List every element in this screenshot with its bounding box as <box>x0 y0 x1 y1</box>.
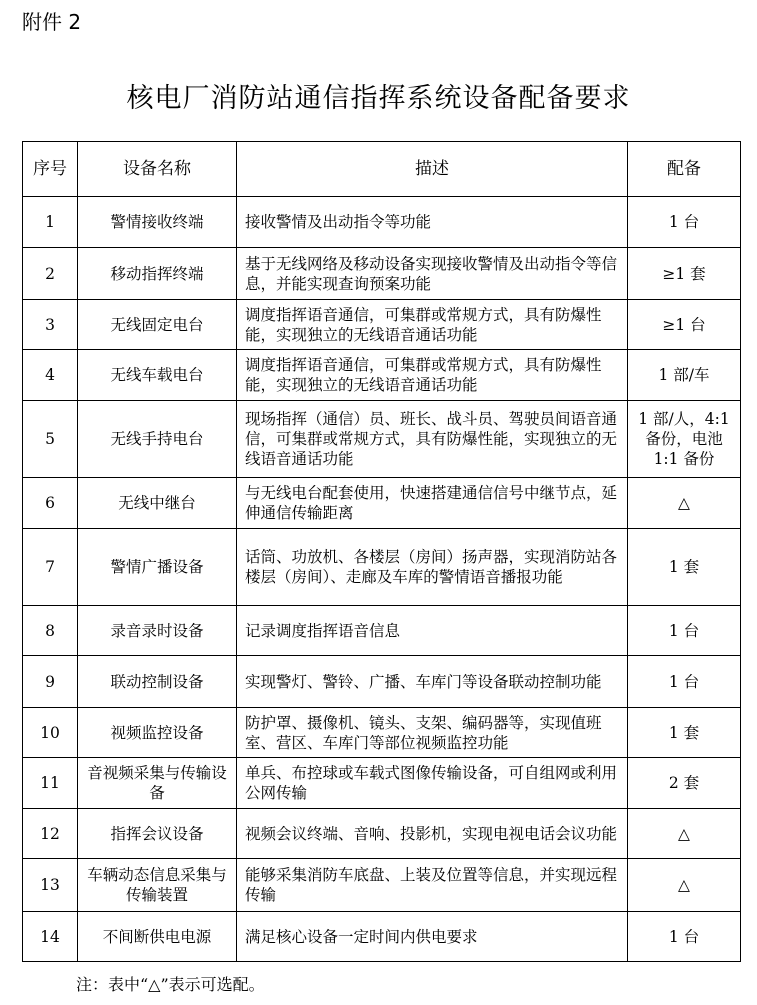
cell-name: 音视频采集与传输设备 <box>78 758 237 809</box>
cell-qty: ≥1 套 <box>628 248 741 300</box>
cell-name: 车辆动态信息采集与传输装置 <box>78 859 237 912</box>
cell-qty: ≥1 台 <box>628 300 741 350</box>
cell-name: 视频监控设备 <box>78 708 237 758</box>
table-row <box>23 708 741 758</box>
table-row <box>23 656 741 708</box>
table-row <box>23 478 741 529</box>
cell-no: 7 <box>23 529 78 606</box>
cell-desc: 现场指挥（通信）员、班长、战斗员、驾驶员间语音通信，可集群或常规方式，具有防爆性能，实现独立的无线语音通话功能 <box>237 401 628 478</box>
cell-name: 移动指挥终端 <box>78 248 237 300</box>
cell-no: 14 <box>23 912 78 962</box>
cell-name: 无线固定电台 <box>78 300 237 350</box>
cell-desc: 基于无线网络及移动设备实现接收警情及出动指令等信息，并能实现查询预案功能 <box>237 248 628 300</box>
cell-qty: 1 部/车 <box>628 350 741 401</box>
table-row <box>23 529 741 606</box>
cell-qty: △ <box>628 859 741 912</box>
cell-no: 1 <box>23 197 78 248</box>
cell-no: 8 <box>23 606 78 656</box>
cell-desc: 满足核心设备一定时间内供电要求 <box>237 912 628 962</box>
attachment-label: 附件 2 <box>22 10 82 34</box>
cell-name: 无线车载电台 <box>78 350 237 401</box>
cell-name: 联动控制设备 <box>78 656 237 708</box>
cell-desc: 与无线电台配套使用，快速搭建通信信号中继节点，延伸通信传输距离 <box>237 478 628 529</box>
cell-no: 5 <box>23 401 78 478</box>
cell-qty: 1 套 <box>628 708 741 758</box>
cell-qty: 1 部/人，4:1 备份，电池 1:1 备份 <box>628 401 741 478</box>
cell-desc: 视频会议终端、音响、投影机，实现电视电话会议功能 <box>237 809 628 859</box>
cell-desc: 实现警灯、警铃、广播、车库门等设备联动控制功能 <box>237 656 628 708</box>
cell-no: 2 <box>23 248 78 300</box>
cell-no: 3 <box>23 300 78 350</box>
cell-no: 13 <box>23 859 78 912</box>
header-qty: 配备 <box>628 142 741 197</box>
cell-desc: 调度指挥语音通信，可集群或常规方式，具有防爆性能，实现独立的无线语音通话功能 <box>237 300 628 350</box>
header-no: 序号 <box>23 142 78 197</box>
cell-qty: 2 套 <box>628 758 741 809</box>
cell-no: 12 <box>23 809 78 859</box>
cell-qty: 1 台 <box>628 606 741 656</box>
cell-no: 9 <box>23 656 78 708</box>
cell-qty: △ <box>628 478 741 529</box>
cell-desc: 记录调度指挥语音信息 <box>237 606 628 656</box>
cell-desc: 调度指挥语音通信，可集群或常规方式，具有防爆性能，实现独立的无线语音通话功能 <box>237 350 628 401</box>
cell-no: 4 <box>23 350 78 401</box>
cell-qty: 1 台 <box>628 197 741 248</box>
table-row <box>23 197 741 248</box>
cell-name: 无线手持电台 <box>78 401 237 478</box>
table-row <box>23 248 741 300</box>
cell-desc: 防护罩、摄像机、镜头、支架、编码器等，实现值班室、营区、车库门等部位视频监控功能 <box>237 708 628 758</box>
cell-name: 指挥会议设备 <box>78 809 237 859</box>
table-row <box>23 809 741 859</box>
table-row <box>23 859 741 912</box>
table-row <box>23 606 741 656</box>
cell-desc: 话筒、功放机、各楼层（房间）扬声器，实现消防站各楼层（房间）、走廊及车库的警情语音播报功能 <box>237 529 628 606</box>
cell-desc: 单兵、布控球或车载式图像传输设备，可自组网或利用公网传输 <box>237 758 628 809</box>
cell-qty: 1 台 <box>628 912 741 962</box>
cell-qty: △ <box>628 809 741 859</box>
cell-desc: 能够采集消防车底盘、上装及位置等信息，并实现远程传输 <box>237 859 628 912</box>
table-row <box>23 912 741 962</box>
table-row <box>23 758 741 809</box>
page-title: 核电厂消防站通信指挥系统设备配备要求 <box>126 83 631 114</box>
cell-qty: 1 套 <box>628 529 741 606</box>
cell-no: 6 <box>23 478 78 529</box>
cell-no: 10 <box>23 708 78 758</box>
table-row <box>23 401 741 478</box>
cell-name: 警情接收终端 <box>78 197 237 248</box>
cell-name: 录音录时设备 <box>78 606 237 656</box>
cell-name: 不间断供电电源 <box>78 912 237 962</box>
cell-qty: 1 台 <box>628 656 741 708</box>
table-footnote: 注：表中“△”表示可选配。 <box>76 975 265 994</box>
header-name: 设备名称 <box>78 142 237 197</box>
table-row <box>23 350 741 401</box>
cell-no: 11 <box>23 758 78 809</box>
equipment-table <box>22 141 741 962</box>
cell-name: 警情广播设备 <box>78 529 237 606</box>
header-desc: 描述 <box>237 142 628 197</box>
table-row <box>23 300 741 350</box>
table-header-row <box>23 142 741 197</box>
cell-desc: 接收警情及出动指令等功能 <box>237 197 628 248</box>
cell-name: 无线中继台 <box>78 478 237 529</box>
